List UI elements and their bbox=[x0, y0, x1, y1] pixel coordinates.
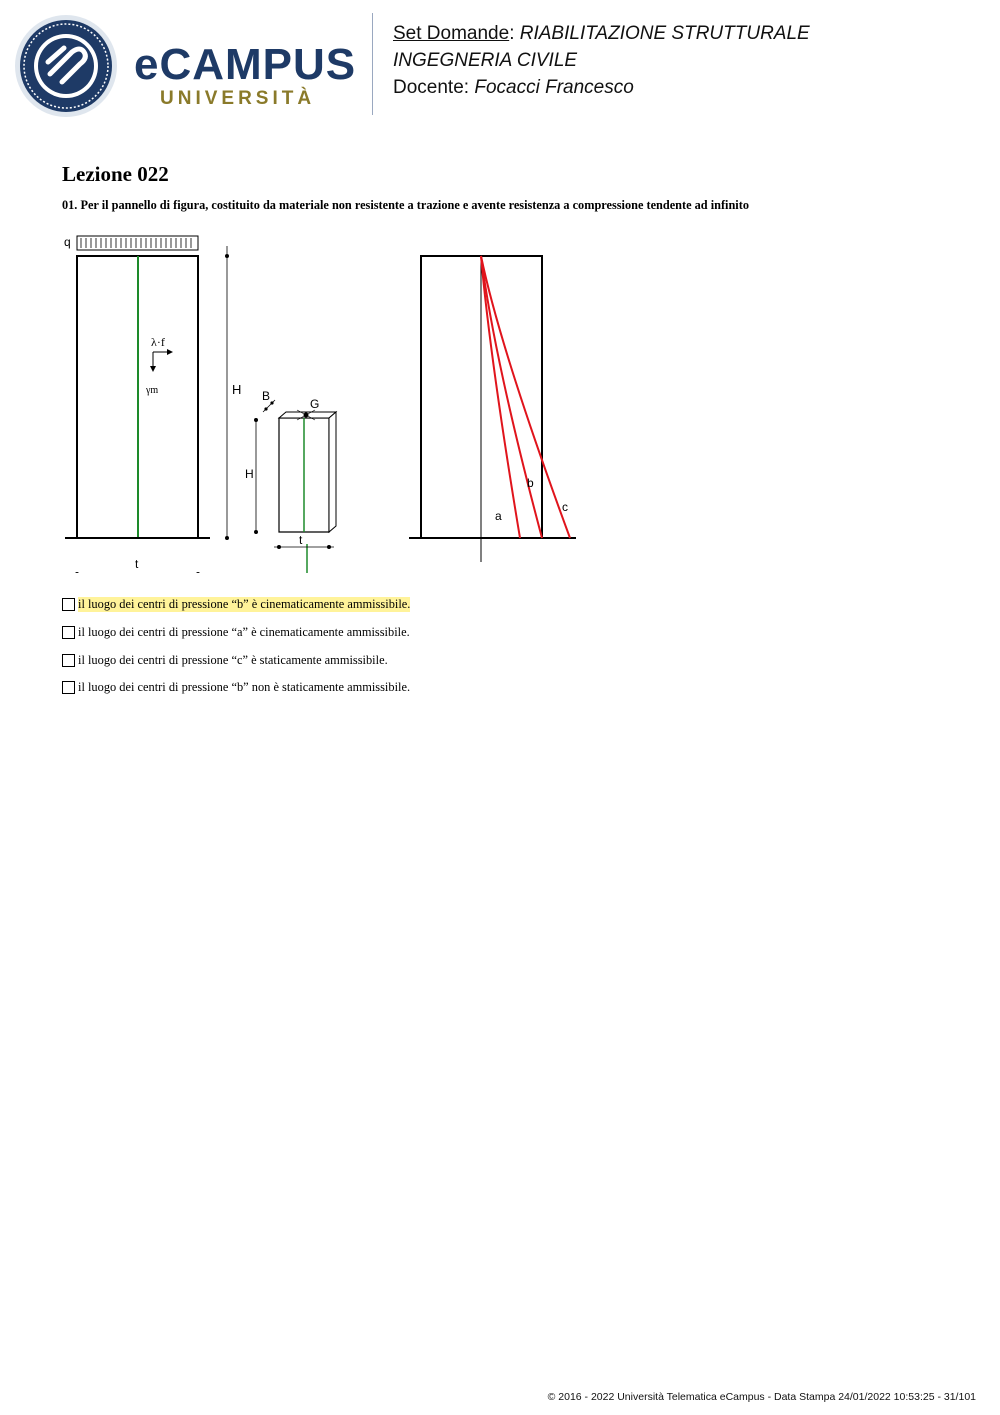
load-q-label: q bbox=[64, 235, 71, 249]
answer-option-1[interactable] bbox=[62, 597, 410, 612]
course-degree: INGEGNERIA CIVILE bbox=[393, 50, 578, 71]
thickness-t-label: t bbox=[135, 557, 139, 571]
answer-option-4[interactable] bbox=[62, 680, 410, 695]
course-set-line: Set Domande: RIABILITAZIONE STRUTTURALE bbox=[393, 23, 810, 44]
lambda-f-label: λ·f bbox=[151, 335, 165, 349]
teacher-label: Docente bbox=[393, 77, 464, 98]
answer-option-3[interactable] bbox=[62, 653, 388, 668]
lesson-title: Lezione 022 bbox=[62, 162, 169, 186]
answer-checkbox[interactable] bbox=[62, 598, 75, 611]
wall-strip-block bbox=[279, 410, 336, 573]
height-H-label: H bbox=[232, 382, 242, 397]
answer-text: il luogo dei centri di pressione “a” è cinematicamente ammissibile. bbox=[78, 625, 410, 639]
header-divider bbox=[372, 13, 373, 115]
block-height-H-label: H bbox=[245, 467, 254, 481]
answer-text: il luogo dei centri di pressione “b” è cinematicamente ammissibile. bbox=[78, 597, 411, 611]
course-name: RIABILITAZIONE STRUTTURALE bbox=[519, 23, 810, 44]
course-subtitle-line bbox=[393, 50, 577, 72]
curve-c-label: c bbox=[562, 500, 568, 514]
answer-option-2[interactable] bbox=[62, 625, 410, 640]
teacher-name: Focacci Francesco bbox=[474, 77, 634, 98]
centroid-G-label: G bbox=[310, 397, 320, 411]
curve-a-label: a bbox=[495, 509, 502, 523]
answer-checkbox[interactable] bbox=[62, 654, 75, 667]
gamma-m-label: γm bbox=[146, 385, 159, 396]
teacher-line: Docente: Focacci Francesco bbox=[393, 77, 634, 98]
logo-subtitle: UNIVERSITÀ bbox=[160, 88, 316, 109]
lateral-load-arrows bbox=[150, 349, 173, 372]
footer-print-info: © 2016 - 2022 Università Telematica eCampus - Data Stampa 24/01/2022 10:53:25 - 31/101 bbox=[547, 1391, 976, 1403]
curve-b-label: b bbox=[527, 476, 534, 490]
distributed-load bbox=[77, 236, 198, 250]
answer-text: il luogo dei centri di pressione “c” è staticamente ammissibile. bbox=[78, 653, 388, 667]
university-seal-logo bbox=[14, 14, 118, 118]
set-label: Set Domande bbox=[393, 23, 510, 44]
answer-checkbox[interactable] bbox=[62, 626, 75, 639]
logo-wordmark: eCAMPUS bbox=[134, 40, 357, 89]
width-B-label: B bbox=[262, 389, 271, 403]
answer-checkbox[interactable] bbox=[62, 681, 75, 694]
panel-figure bbox=[60, 228, 590, 573]
question-text: 01. Per il pannello di figura, costituito da materiale non resistente a trazione e avente resistenza a compressione tendente ad infinito bbox=[62, 198, 749, 212]
pressure-curve-c bbox=[481, 256, 570, 538]
block-thickness-t-label: t bbox=[299, 533, 303, 547]
answer-text: il luogo dei centri di pressione “b” non è staticamente ammissibile. bbox=[78, 680, 411, 694]
